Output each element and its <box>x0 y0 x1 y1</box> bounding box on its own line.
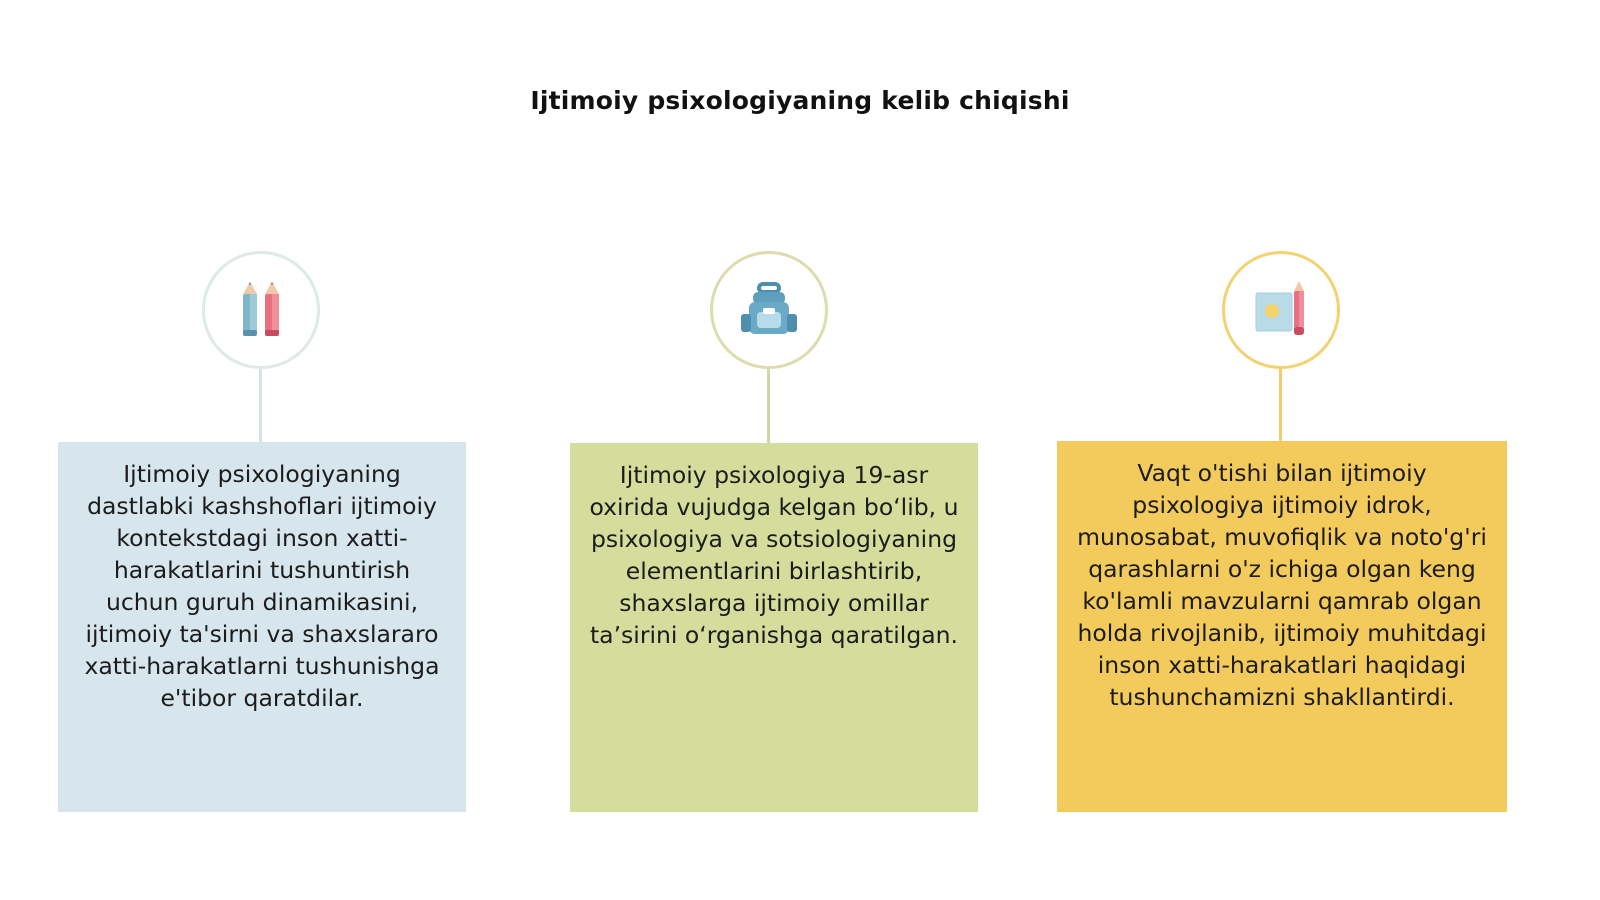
card-2-text: Ijtimoiy psixologiya 19-asr oxirida vujudga kelgan boʻlib, u psixologiya va sotsiologiyaning elementlarini birlashtirib, shaxslarga ijtimoiy omillar taʼsirini oʻrganishga qaratilgan. <box>589 461 959 649</box>
card-2 <box>570 443 978 812</box>
connector-3 <box>1279 369 1282 441</box>
drawing-pencil-icon <box>1252 281 1310 339</box>
pencils-icon <box>235 280 287 340</box>
icon-circle-1 <box>202 251 320 369</box>
page-title: Ijtimoiy psixologiyaning kelib chiqishi <box>530 86 1070 115</box>
connector-2 <box>767 369 770 443</box>
card-3 <box>1057 441 1507 812</box>
icon-circle-2 <box>710 251 828 369</box>
card-3-text: Vaqt o'tishi bilan ijtimoiy psixologiya ijtimoiy idrok, munosabat, muvofiqlik va noto'g'ri qarashlarni o'z ichiga olgan keng ko'lamli mavzularni qamrab olgan holda rivojlanib, ijtimoiy muhitdagi inson xatti-harakatlari haqidagi tushunchamizni shakllantirdi. <box>1077 459 1487 711</box>
connector-1 <box>259 369 262 443</box>
card-1 <box>58 442 466 812</box>
backpack-icon <box>739 282 799 338</box>
icon-circle-3 <box>1222 251 1340 369</box>
card-1-text: Ijtimoiy psixologiyaning dastlabki kashshoflari ijtimoiy kontekstdagi inson xatti-harakatlarini tushuntirish uchun guruh dinamikasini, ijtimoiy ta'sirni va shaxslararo xatti-harakatlarni tushunishga e'tibor qaratdilar. <box>84 460 440 712</box>
